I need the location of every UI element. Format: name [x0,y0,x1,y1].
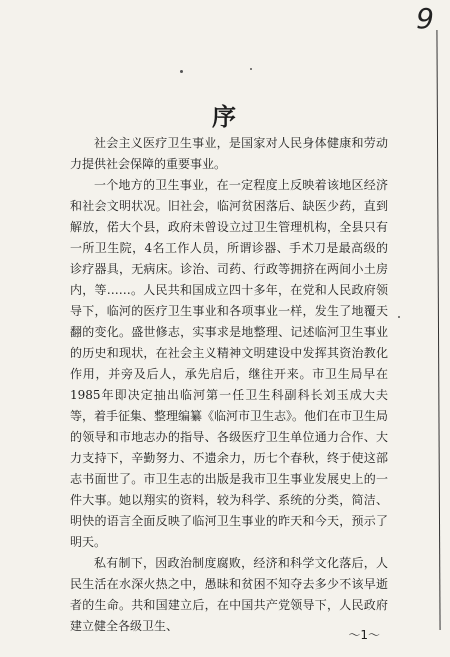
scan-speck [250,68,252,70]
scan-speck [180,70,183,73]
page-number: ～1～ [348,628,380,642]
page-title: 序 [212,102,238,132]
preface-body [70,133,388,637]
paragraph-3: 私有制下，因政治制度腐败，经济和科学文化落后，人民生活在水深火热之中，愚昧和贫困不知夺去多少不该早逝者的生命。共和国建立后，在中国共产党领导下，人民政府建立健全各级卫生、 [70,556,388,633]
handwritten-page-mark: 9 [416,2,434,35]
scan-speck [398,316,400,318]
paragraph-1: 社会主义医疗卫生事业，是国家对人民身体健康和劳动力提供社会保障的重要事业。 [70,136,388,171]
paragraph-2: 一个地方的卫生事业，在一定程度上反映着该地区经济和社会文明状况。旧社会，临河贫困落后、缺医少药，直到解放，偌大个县，政府未曾设立过卫生管理机构，全县只有一所卫生院，4名工作人员，所谓诊器、手术刀是最高级的诊疗器具，无病床。诊治、司药、行政等拥挤在两间小土房内，等……。人民共和国成立四十多年，在党和人民政府领导下，临河的医疗卫生事业和各项事业一样，发生了地覆天翻的变化。盛世修志，实事求是地整理、记述临河卫生事业的历史和现状，在社会主义精神文明建设中发挥其资治教化作用，并旁及后人，承先启后，继往开来。市卫生局早在1985年即决定抽出临河第一任卫生科副科长刘玉成大夫等，着手征集、整理编纂《临河市卫生志》。他们在市卫生局的领导和市地志办的指导、各级医疗卫生单位通力合作、大力支持下，辛勤努力、不遗余力，历七个春秋，终于使这部志书面世了。市卫生志的出版是我市卫生事业发展史上的一件大事。她以翔实的资料，较为科学、系统的分类，简洁、明快的语言全面反映了临河卫生事业的昨天和今天，预示了明天。 [70,178,389,549]
